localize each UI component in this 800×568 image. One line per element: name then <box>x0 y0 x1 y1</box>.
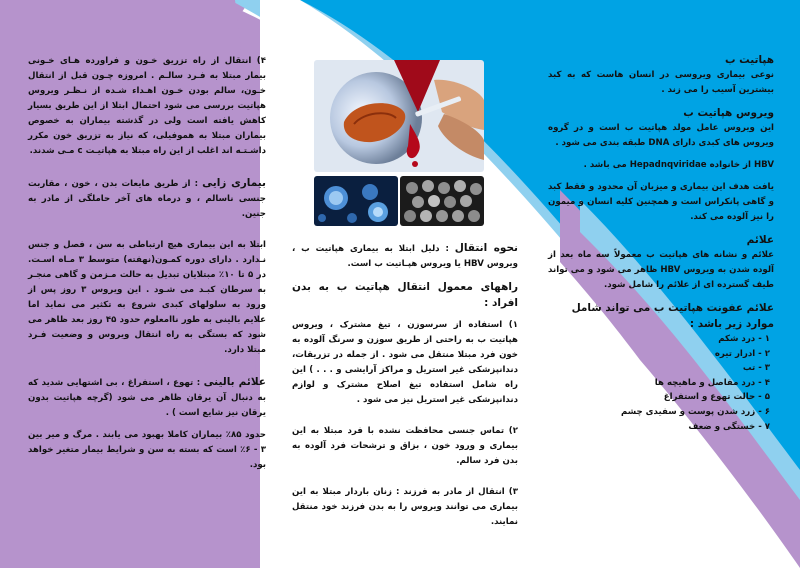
pathogenesis-text: : از طریق مایعات بدن ، خون ، مقاربت جنسی ناسالم ، و درماه های آخر حاملگی از مادر به جنین. <box>28 179 266 219</box>
symptoms-list <box>548 332 774 434</box>
route-item-3: ۳) انتقال از مادر به فرزند : زنان باردار مبتلا به این بیماری می توانند ویروس را به بدن فرزند خود منتقل نمایند. <box>292 487 518 527</box>
transmission-blood-paragraph: ۴) انتقال از راه تزریق خـون و فراورده هـای خـونی بیمار مبتلا به فـرد سالـم . امروزه چـون قبل از انتقال خـون، سالم بودن خـون اهـداء شـده از نـظـر ویروس هپاتیت بررسی می شود احتمال ابتلا از این طریق بسیار کاهش یافته است ولی در گذشته بیماران به خصوص بیماران مبتلا به هموفیلی، که نیاز به تزریق خون مکرر داشـتـه اند اغلب از این راه مبتلا به هپاتیـت c مـی شدند. <box>28 56 266 156</box>
pathogenesis-heading: بیماری زایی <box>202 177 266 189</box>
transmission-mode-text: : دلیل ابتلا به بیماری هپاتیت ب ، ویروس HBV یا ویروس هپـاتیت ب است. <box>292 244 518 269</box>
right-column <box>548 52 774 434</box>
list-item: ۳ - تب <box>742 363 770 374</box>
liver-illustration-image <box>314 60 484 172</box>
transmission-mode-heading: نحوه انتقال <box>454 242 518 254</box>
list-item: ۴ - درد مفاصل و ماهیچه ها <box>654 377 770 388</box>
route-item-1: ۱) استفاده از سرسوزن ، تیغ مشترک ، ویروس هپاتیت ب به راحتی از طریق سوزن و سرنگ آلوده به خون فرد مبتلا منتقل می شود . از جمله در تزریقات، دندانپزشکی غیر استریل و مراکز آرایشی و . . . ) این راه شامل استفاده تیغ اصلاح مشترک و لوازم دندانپزشکی غیر استریل نیز می شود . <box>292 320 518 405</box>
virus-target: یافت هدف این بیماری و میزبان آن محدود و فقط کبد و گاهی پانکراس است و همچنین کلیه انسان و میمون را نیز آلوده می کند. <box>548 182 774 222</box>
symptoms-list-heading: علائم عفونت هپاتیت ب می تواند شامل موارد زیر باشد : <box>571 302 774 330</box>
virus-particles-blue <box>314 176 398 226</box>
transmission-mode-paragraph <box>292 240 518 272</box>
middle-column <box>292 240 518 537</box>
virus-heading: ویروس هپاتیت ب <box>683 107 774 119</box>
virus-description: این ویروس عامل مولد هپاتیت ب است و در گروه ویروس های کبدی دارای DNA طبقه بندی می شود . <box>548 123 774 148</box>
common-routes-heading: راههای معمول انتقال هپاتیت ب به بدن افراد : <box>292 281 518 309</box>
virus-image-blue <box>314 176 398 226</box>
pathogenesis-paragraph <box>28 175 266 222</box>
list-item: ۶ - زرد شدن پوست و سفیدی چشم <box>621 406 770 417</box>
list-item: ۲ - ادرار تیره <box>714 348 770 359</box>
virus-family: HBV از خانواده Hepadnqviridae می باشد . <box>583 160 774 170</box>
hepatitis-b-definition: نوعی بیماری ویروسی در انسان هاست که به کبد بیشترین آسیب را می زند . <box>548 70 774 95</box>
list-item: ۵ - حالت تهوع و استفراغ <box>663 392 770 403</box>
virus-particles-dark <box>400 176 484 226</box>
hepatitis-b-heading: هپاتیت ب <box>724 54 774 66</box>
left-column <box>28 54 266 480</box>
list-item: ۷ - خستگی و ضعف <box>688 421 770 432</box>
virus-image-dark <box>400 176 484 226</box>
clinical-signs-paragraph <box>28 374 266 421</box>
recovery-paragraph: حدود ۸۵٪ بیماران کاملا بهبود می یابند . مرگ و میر بین ۳ - ۶٪ است که بسته به سن و شرایط بیمار متغیر خواهد بود. <box>28 430 266 470</box>
symptoms-heading: علائم <box>746 234 774 246</box>
liver-blood-illustration <box>314 60 484 172</box>
symptoms-description: علائم و نشانه های هپاتیت ب معمولاً سه ماه بعد از آلوده شدن به ویروس HBV ظاهر می شود و می تواند طیف گسترده ای از علائم را شامل شود. <box>548 250 774 290</box>
list-item: ۱ - درد شکم <box>718 334 770 344</box>
clinical-signs-heading: علائم بالینی <box>203 376 266 388</box>
route-item-2: ۲) تماس جنسی محافظت نشده با فرد مبتلا به این بیماری و ورود خون ، بزاق و ترشحات فرد آلوده به بدن فرد سالم. <box>292 426 518 466</box>
incubation-paragraph: ابتلا به این بیماری هیچ ارتباطی به سن ، فصل و جنس نـدارد . دارای دوره کمـون(نهفته) متوسط ۳ مـاه اسـت. در ۵ تا ۱۰٪ مبتلایان تبدیل به حالت مـزمن و گاهی منجـر به سرطان کبـد می شـود . این ویروس ۳ روز پس از ورود به سلولهای کبدی شروع به تکثیر می نماید اما علایم بالینی به طور ناامعلوم حدود ۴۵ روز بعد ظاهر می شود که بستگی به راه انتقال ویروس و وضعیت فـرد مبتلا دارد. <box>28 240 267 355</box>
clinical-signs-text: : تهوع ، استفراغ ، بی اشتهایی شدید که به دنبال آن یرقان ظاهر می شود (گرچه هپاتیت بدون یرقان نیز شایع است ) . <box>28 378 266 418</box>
